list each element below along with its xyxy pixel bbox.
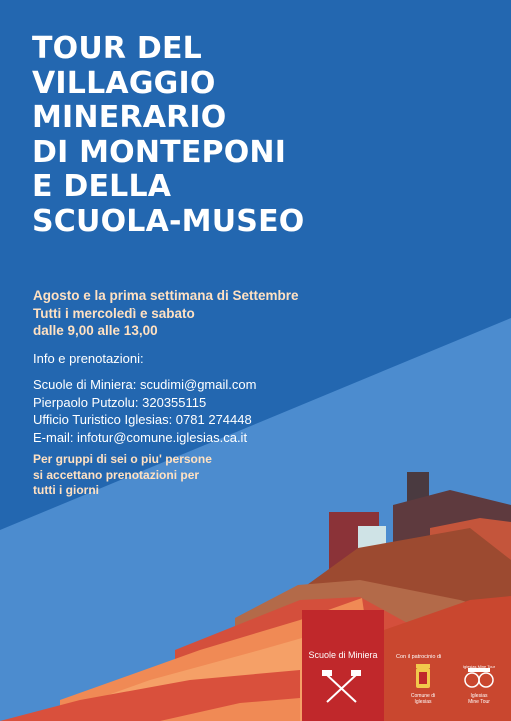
title-line: MINERARIO: [32, 100, 227, 135]
comune-label: [403, 693, 443, 705]
title-line: TOUR DEL: [32, 31, 202, 66]
title-line: DI MONTEPONI: [32, 134, 287, 170]
patronage-label: Con il patrocinio di: [396, 654, 442, 660]
contact-line: Ufficio Turistico Iglesias: 0781 274448: [33, 412, 252, 428]
comune-line: Comune di: [410, 693, 436, 699]
contact-line: Pierpaolo Putzolu: 320355115: [33, 394, 207, 410]
groups-line: tutti i giorni: [33, 483, 99, 497]
info-block: [33, 350, 256, 447]
schedule-line: Tutti i mercoledì e sabato: [33, 305, 195, 321]
title-line: E DELLA: [32, 169, 172, 204]
mine-tour-line: Mine Tour: [468, 699, 490, 705]
mine-tour-line: Iglesias: [470, 693, 488, 699]
info-heading: Info e prenotazioni:: [33, 351, 144, 366]
schedule-line: Agosto e la prima settimana di Settembre: [33, 288, 299, 303]
comune-line: Iglesias: [414, 699, 432, 705]
groups-line: Per gruppi di sei o piu' persone: [33, 452, 212, 466]
contact-line: Scuole di Miniera: scudimi@gmail.com: [33, 376, 257, 392]
schedule-line: dalle 9,00 alle 13,00: [33, 323, 158, 338]
schedule-block: [33, 287, 299, 340]
mine-tour-badge-text: Iglesias Mine Tour: [462, 664, 496, 669]
contact-email[interactable]: E-mail: infotur@comune.iglesias.ca.it: [33, 430, 248, 446]
groups-note: [33, 452, 212, 499]
title-line: SCUOLA-MUSEO: [32, 203, 305, 239]
scuole-di-miniera-label: Scuole di Miniera: [308, 650, 378, 660]
spacer: [33, 368, 256, 376]
mine-tour-label: [459, 693, 499, 705]
title-line: VILLAGGIO: [32, 65, 216, 101]
groups-line: si accettano prenotazioni per: [33, 467, 200, 482]
poster-title: [32, 32, 305, 239]
